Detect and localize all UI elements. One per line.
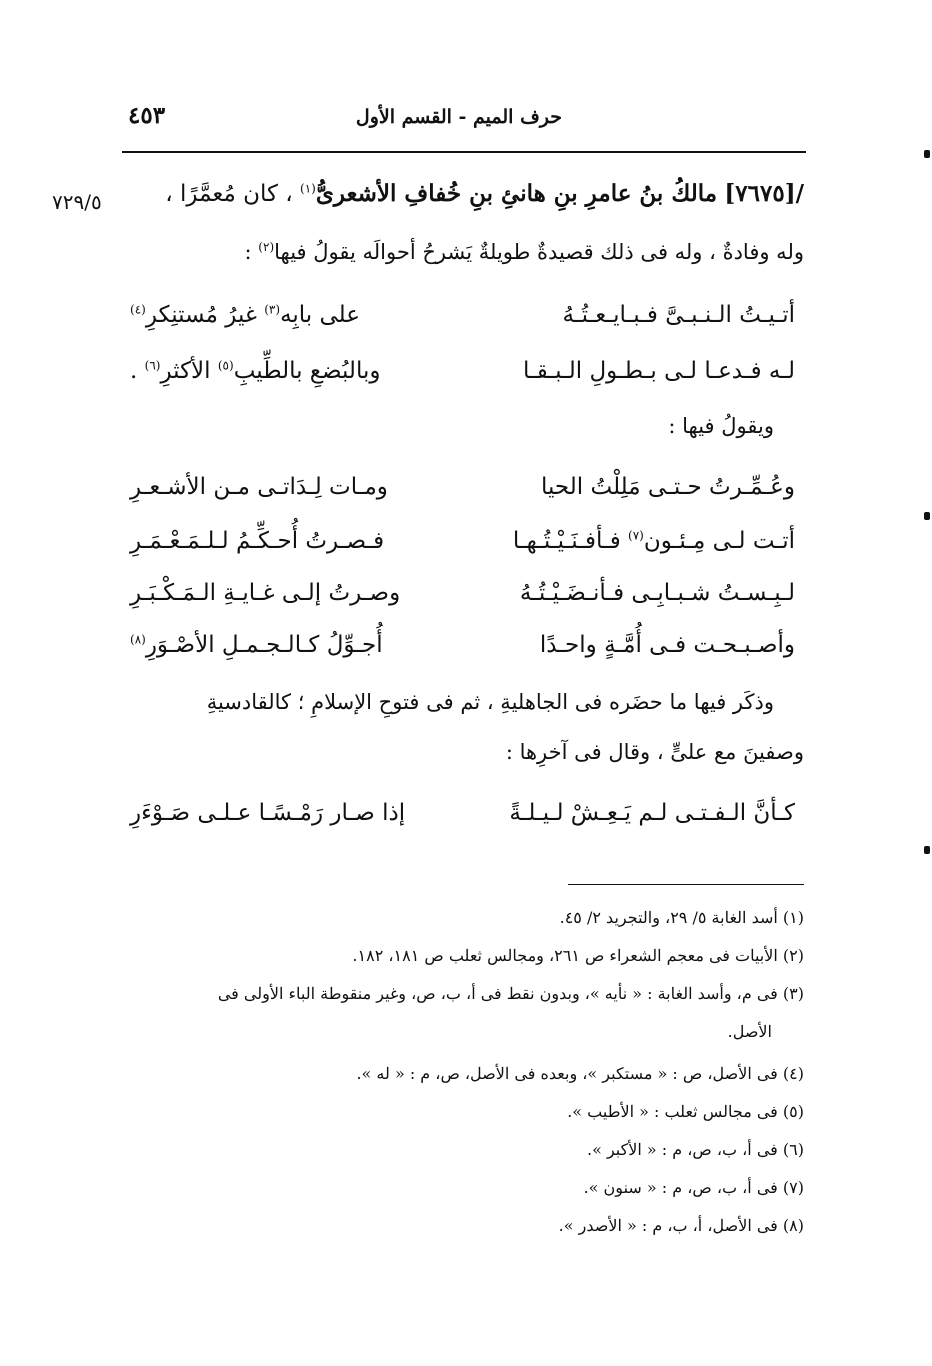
verse-left-hemistich: وبالبُضعِ بالطِّيبِ$^{(٥)}$ الأكثرِ$^{(٦)}$ . [130, 358, 381, 384]
footnote: (٥) فى مجالس ثعلب : « الأطيب ». [567, 1102, 804, 1121]
verse-line [130, 528, 795, 568]
page-header [120, 100, 810, 144]
page-number: ٤٥٣ [128, 102, 166, 129]
prose-text: وله وفادةٌ ، وله فى ذلك قصيدةٌ طويلةٌ يَشرحُ أحوالَه يقولُ فيها [274, 240, 804, 264]
footnote: (٤) فى الأصل، ص : « مستكبر »، وبعده فى الأصل، ص، م : « له ». [356, 1064, 804, 1083]
margin-reference: ٧٢٩/٥ [52, 190, 102, 214]
prose-text: : [244, 240, 259, 264]
scan-mark [924, 512, 930, 520]
header-rule [122, 151, 806, 153]
entry-text: ، كان مُعمَّرًا ، [165, 181, 293, 207]
verse-left-hemistich: فـصـرتُ أُحـكِّـمُ لـلـمَـعْـمَـرِ [130, 528, 385, 554]
verse-line [130, 580, 795, 620]
scan-mark [924, 846, 930, 854]
verse-left-hemistich: إذا صـار رَمْـسًـا عـلـى صَـوْءَرِ [130, 800, 406, 826]
scan-mark [924, 150, 930, 158]
verse-line [130, 358, 795, 398]
entry-name: مالكُ بنُ عامرِ بنِ هانئِ بنِ خُفافِ الأشعرىُّ [315, 180, 718, 207]
footnote-ref: (٢) [258, 240, 275, 254]
footnote: الأصل. [727, 1022, 772, 1041]
verse-right-hemistich: لـه فـدعـا لـى بـطـولِ الـبـقـا [522, 358, 795, 384]
verse-line [130, 302, 795, 342]
verse-line [130, 474, 795, 514]
verse-line [130, 632, 795, 672]
footnote: (٦) فى أ، ب، ص، م : « الأكبر ». [587, 1140, 804, 1159]
entry-heading-line [165, 180, 804, 207]
verse-right-hemistich: وأصـبـحـت فـى أُمَّـةٍ واحـدًا [539, 632, 795, 658]
verse-right-hemistich: أتـيـتُ الـنـبـىَّ فـبـايـعـتُـهُ [562, 302, 795, 328]
running-title: حرف الميم - القسم الأول [355, 106, 562, 128]
entry-number: [٧٦٧٥] [724, 180, 796, 207]
verse-left-hemistich: أُجـوِّلُ كـالـجـمـلِ الأصْـوَرِ$^{(٨)}$ [130, 632, 383, 658]
footnote: (٨) فى الأصل، أ، ب، م : « الأصدر ». [558, 1216, 804, 1235]
verse-right-hemistich: لـبِـسـتُ شـبـابِـى فـأنـضَـيْـتُـهُ [519, 580, 795, 606]
footnote: (٢) الأبيات فى معجم الشعراء ص ٢٦١، ومجالس ثعلب ص ١٨١، ١٨٢. [352, 946, 804, 965]
verse-left-hemistich: على بابِه$^{(٣)}$ غيرُ مُستنِكرِ$^{(٤)}$ [130, 302, 361, 328]
verse-right-hemistich: وعُـمِّـرتُ حـتـى مَلِلْتُ الحيا [540, 474, 795, 500]
verse-left-hemistich: وصـرتُ إلـى غـايـةِ الـمَـكْـبَـرِ [130, 580, 401, 606]
footnote: (٣) فى م، وأسد الغابة : « نأيه »، وبدون نقط فى أ، ب، ص، وغير منقوطة الباء الأولى فى [217, 984, 804, 1003]
prose-line: وصفينَ مع علىٍّ ، وقال فى آخرِها : [505, 740, 804, 764]
entry-slash: / [795, 180, 804, 207]
prose-line: وذكَر فيها ما حضَره فى الجاهليةِ ، ثم فى فتوحِ الإسلامِ ؛ كالقادسيةِ [206, 690, 774, 714]
footnote-rule [568, 884, 804, 885]
footnote: (١) أسد الغابة ٥/ ٢٩، والتجريد ٢/ ٤٥. [559, 908, 804, 927]
verse-right-hemistich: أتـت لـى مِـئـون$^{(٧)}$ فـأفـنَـيْـتُـهـا [512, 528, 795, 554]
prose-line [245, 240, 804, 264]
footnote: (٧) فى أ، ب، ص، م : « سنون ». [583, 1178, 804, 1197]
verse-line [130, 800, 795, 840]
verse-right-hemistich: كـأنَّ الـفـتـى لـم يَـعِـشْ لـيـلـةً [509, 800, 795, 826]
prose-line: ويقولُ فيها : [668, 414, 774, 438]
verse-left-hemistich: ومـات لِـدَاتـى مـن الأشـعـرِ [130, 474, 388, 500]
footnote-ref: (١) [300, 181, 316, 196]
